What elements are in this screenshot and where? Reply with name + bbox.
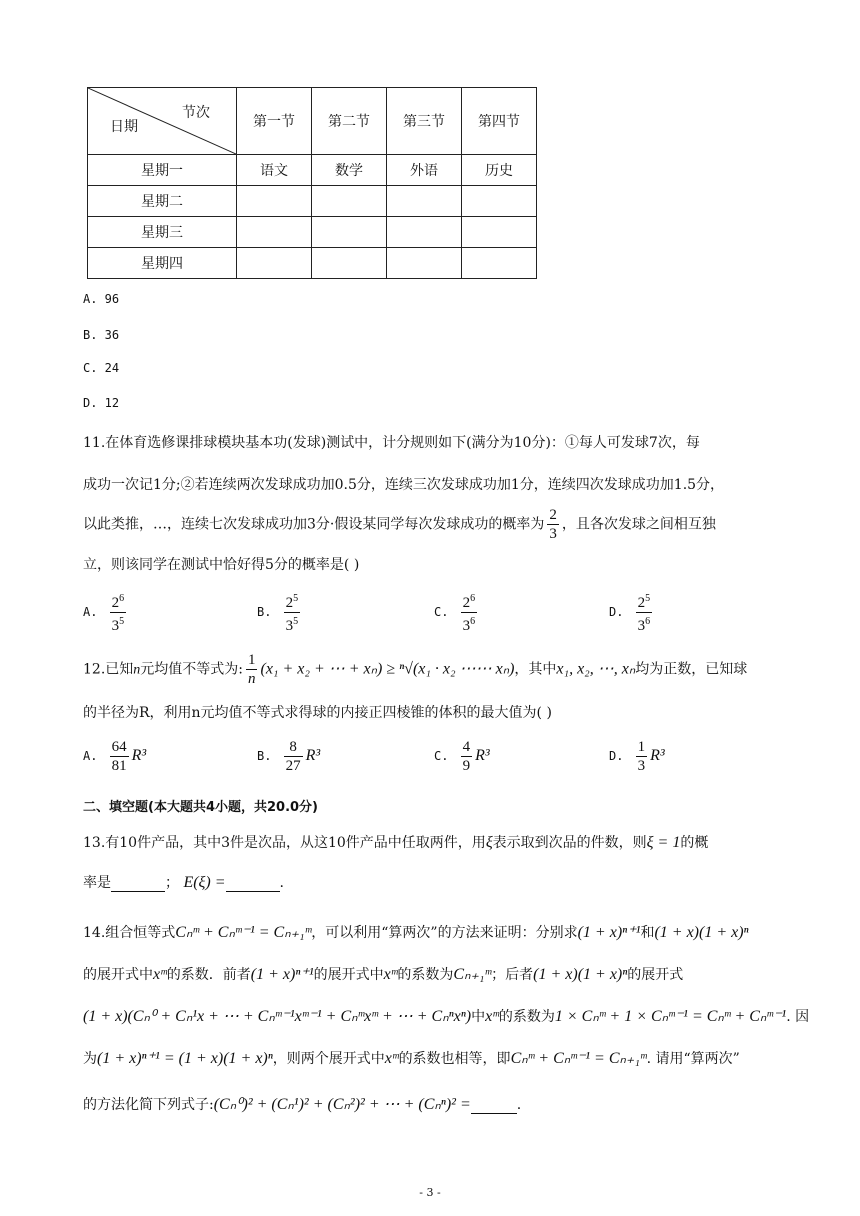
fraction-denominator: 3 [549, 526, 557, 542]
table-cell [312, 217, 387, 248]
q12-prefix: 12.已知 [83, 661, 134, 678]
q10-option-b: B. 36 [83, 328, 120, 342]
answer-blank-1[interactable] [111, 875, 165, 892]
day-label: 星期三 [88, 217, 237, 248]
q12-option-d: D. $\frac{1}{3}$ R³ [609, 739, 665, 774]
q14-line-2: 的展开式中xᵐ的系数．前者(1 + x)ⁿ⁺¹的展开式中xᵐ的系数为Cₙ₊₁ᵐ；后者(1 + x)(1 + x)ⁿ的展开式 [83, 966, 684, 983]
table-cell [312, 186, 387, 217]
option-label: D. [609, 749, 624, 763]
table-cell [237, 186, 312, 217]
table-cell: 外语 [387, 155, 462, 186]
table-cell [387, 186, 462, 217]
variable-n: n [133, 662, 141, 678]
option-label: A. [83, 749, 98, 763]
table-cell [387, 217, 462, 248]
q10-option-c: C. 24 [83, 361, 120, 375]
q11-line-3 [83, 506, 716, 543]
date-header-label: 日期 [110, 119, 138, 135]
option-label: B. [257, 749, 272, 763]
q12-text: 元均值不等式为: [140, 661, 243, 678]
table-cell [462, 186, 537, 217]
day-label: 星期四 [88, 248, 237, 279]
table-cell [312, 248, 387, 279]
table-row [88, 155, 537, 186]
table-cell: 数学 [312, 155, 387, 186]
q14-line-3: (1 + x)(Cₙ⁰ + Cₙ¹x + ⋯ + Cₙᵐ⁻¹xᵐ⁻¹ + Cₙᵐxᵐ + ⋯ + Cₙⁿxⁿ)中xᵐ的系数为1 × Cₙᵐ + 1 × Cₙᵐ⁻¹ = Cₙᵐ + Cₙᵐ⁻¹. 因 [83, 1008, 810, 1025]
q10-option-d: D. 12 [83, 396, 120, 410]
q10-option-a: A. 96 [83, 292, 120, 306]
q12-text: 均为正数，已知球 [635, 661, 748, 678]
option-fraction: $\frac{2^6}{3^6}$ [461, 590, 478, 635]
table-cell: 历史 [462, 155, 537, 186]
probability-fraction [547, 506, 559, 543]
variable-list: x₁, x₂, ⋯, xₙ [556, 660, 636, 678]
section-heading: 二、填空题(本大题共4小题，共20.0分) [83, 800, 319, 815]
table-row [88, 186, 537, 217]
diagonal-header-cell [88, 88, 237, 155]
day-label: 星期一 [88, 155, 237, 186]
q14-line-1: 14.组合恒等式Cₙᵐ + Cₙᵐ⁻¹ = Cₙ₊₁ᵐ，可以利用“算两次”的方法来证明：分别求(1 + x)ⁿ⁺¹和(1 + x)(1 + x)ⁿ [83, 924, 749, 941]
q11-line-2: 成功一次记1分;②若连续两次发球成功加0.5分，连续三次发球成功加1分，连续四次发球成功加1.5分， [83, 477, 725, 493]
answer-blank-2[interactable] [226, 875, 280, 892]
period-header-2: 第二节 [312, 88, 387, 155]
am-gm-inequality: (x₁ + x₂ + ⋯ + xₙ) ≥ ⁿ√(x₁ · x₂ ⋯⋯ xₙ) [260, 660, 515, 678]
q11-line-3-text: 以此类推，…，连续七次发球成功加3分·假设某同学每次发球成功的概率为 [83, 516, 545, 533]
period-header-label: 节次 [182, 105, 210, 121]
q12-line-2: 的半径为R，利用n元均值不等式求得球的内接正四棱锥的体积的最大值为( ) [83, 705, 552, 721]
expectation-expression: E(ξ) = [183, 874, 226, 891]
period-header-4: 第四节 [462, 88, 537, 155]
table-cell [462, 217, 537, 248]
option-label: D. [609, 605, 624, 619]
timetable [87, 87, 537, 279]
q14-line-4: 为(1 + x)ⁿ⁺¹ = (1 + x)(1 + x)ⁿ，则两个展开式中xᵐ的系数也相等，即Cₙᵐ + Cₙᵐ⁻¹ = Cₙ₊₁ᵐ. 请用“算两次” [83, 1050, 740, 1067]
q12-option-a: A. $\frac{64}{81}$ R³ [83, 739, 147, 774]
inequality-fraction: $\frac{1}{n}$ [247, 652, 256, 687]
period-header-3: 第三节 [387, 88, 462, 155]
table-cell [462, 248, 537, 279]
q14-line-5: 的方法化简下列式子:(Cₙ⁰)² + (Cₙ¹)² + (Cₙ²)² + ⋯ + (Cₙⁿ)² = . [83, 1096, 522, 1113]
table-cell [237, 217, 312, 248]
q11-option-b [257, 590, 303, 635]
q12-option-b: B. $\frac{8}{27}$ R³ [257, 739, 321, 774]
q11-line-3-tail: ，且各次发球之间相互独 [561, 516, 716, 533]
q11-line-1: 11.在体育选修课排球模块基本功(发球)测试中，计分规则如下(满分为10分)：①每人可发球7次，每 [83, 435, 700, 451]
q13-line-1: 13.有10件产品，其中3件是次品，从这10件产品中任取两件，用ξ表示取到次品的件数，则ξ = 1的概 [83, 834, 709, 851]
q12-text: ，其中 [514, 661, 557, 678]
q11-option-a [83, 590, 129, 635]
option-label: B. [257, 605, 272, 619]
fraction-numerator: 2 [549, 507, 557, 523]
option-label: C. [434, 749, 449, 763]
table-cell [387, 248, 462, 279]
q13-line-2: 率是 ； E(ξ) = . [83, 874, 284, 891]
option-label: C. [434, 605, 449, 619]
option-fraction: $\frac{2^5}{3^5}$ [284, 590, 301, 635]
table-row [88, 248, 537, 279]
q11-option-d [609, 590, 655, 635]
answer-blank-3[interactable] [471, 1097, 517, 1114]
period-header-1: 第一节 [237, 88, 312, 155]
q12-line-1 [83, 651, 747, 688]
table-row [88, 217, 537, 248]
option-fraction: $\frac{2^6}{3^5}$ [110, 590, 127, 635]
table-cell [237, 248, 312, 279]
day-label: 星期二 [88, 186, 237, 217]
table-cell: 语文 [237, 155, 312, 186]
q11-option-c [434, 590, 480, 635]
q12-option-c: C. $\frac{4}{9}$ R³ [434, 739, 490, 774]
q11-line-4: 立，则该同学在测试中恰好得5分的概率是( ) [83, 557, 360, 573]
page-number: - 3 - [419, 1186, 441, 1199]
option-fraction: $\frac{2^5}{3^6}$ [636, 590, 653, 635]
option-label: A. [83, 605, 98, 619]
